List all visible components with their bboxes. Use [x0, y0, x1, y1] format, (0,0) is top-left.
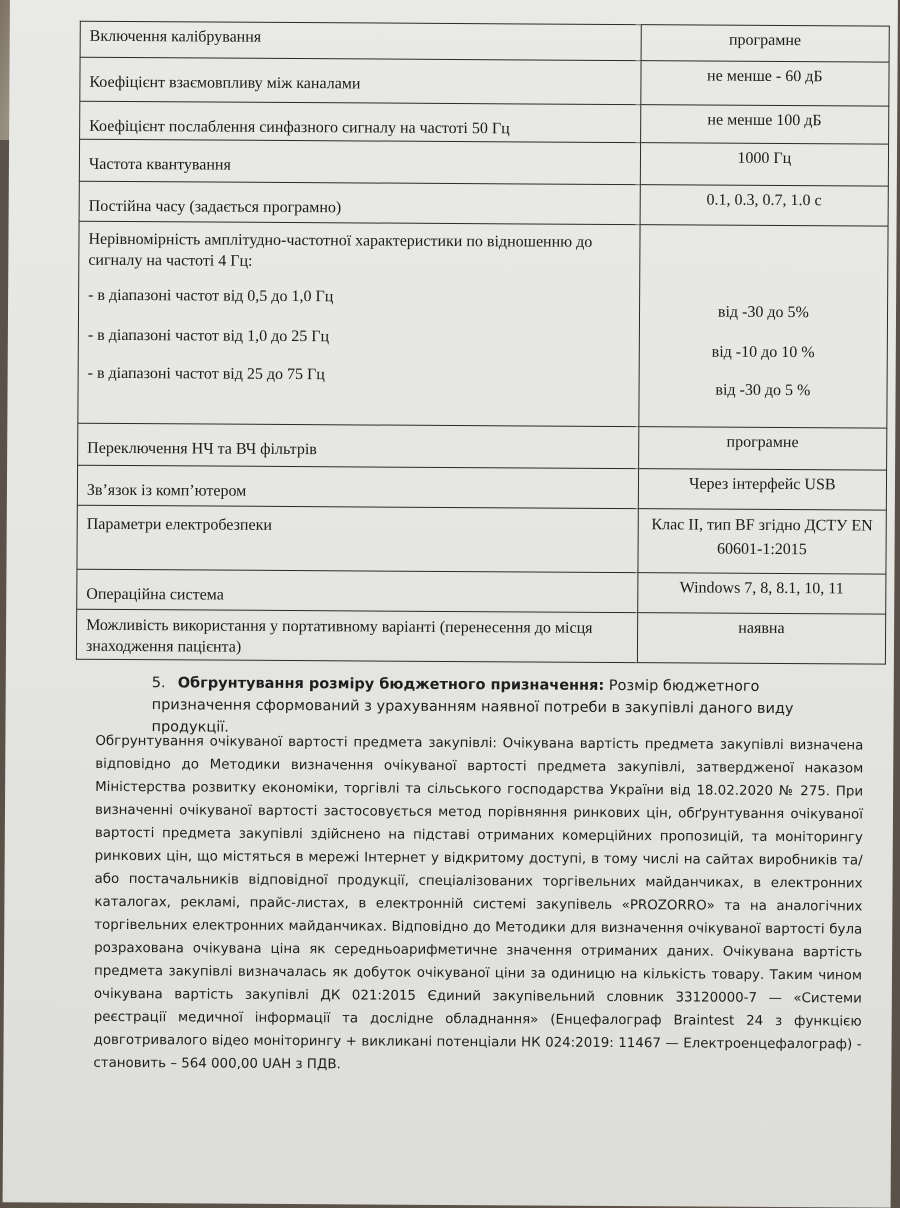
table-row — [77, 569, 886, 614]
table-row-frequency — [78, 221, 888, 428]
table-row — [80, 21, 889, 62]
cost-justification-paragraph: Обгрунтування очікуваної вартості предмета закупівлі: Очікувана вартість предмета закупівлі визначена відповідно до Методики визначення очікуваної вартості предмета закупівлі, затвердженої наказом Міністерства розвитку економіки, торгівлі та сільського господарства України від 18.02.2020 № 275. При визначенні очікуваної вартості застосовується метод порівняння ринкових цін, обґрунтування очікуваної вартості предмета закупівлі здійснено на підставі отриманих комерційних пропозицій, та моніторингу ринкових цін, що містяться в мережі Інтернет у відкритому доступі, в тому числі на сайтах виробників та/або постачальників відповідної продукції, спеціалізованих торгівельних майданчиках, в електронних каталогах, рекламі, прайс-листах, в електронній системі закупівель «PROZORRO» та на аналогічних торгівельних електронних майданчиках. Відповідно до Методики для визначення очікуваної вартості була розрахована очікувана ціна як середньоарифметичне значення отриманих даних. Очікувана вартість предмета закупівлі визначалась як добуток очікуваної ціни за одиницю на кількість товару. Таким чином очікувана вартість закупівлі ДК 021:2015 Єдиний закупівельний словник 33120000-7 — «Системи реєстрації медичної інформації та дослідне обладнання» (Енцефалограф Braintest 24 з функцією довготривалого відео моніторингу + викликані потенціали НК 024:2019: 11467 — Електроенцефалограф) - становить – 564 000,00 UAH з ПДВ. — [93, 733, 864, 1073]
value-cell: 0.1, 0.3, 0.7, 1.0 с — [640, 185, 889, 227]
value-cell: Windows 7, 8, 8.1, 10, 11 — [637, 573, 886, 615]
freq-val-3: від -30 до 5 % — [715, 381, 811, 400]
value-cell: 1000 Гц — [640, 143, 889, 187]
param-cell: Параметри електробезпеки — [77, 505, 638, 572]
spec-table — [76, 21, 890, 665]
value-cell — [639, 225, 889, 429]
table-row — [76, 609, 885, 664]
param-text: Постійна часу (задається програмно) — [88, 197, 342, 217]
table-row — [78, 423, 887, 470]
value-cell: Через інтерфейс USB — [638, 469, 887, 511]
freq-sub-2: - в діапазоні частот від 1,0 до 25 Гц — [87, 326, 330, 346]
value-cell: Клас II, тип BF згідно ДСТУ EN 60601-1:2015 — [638, 509, 887, 575]
param-cell — [78, 423, 639, 468]
table-row — [77, 465, 886, 510]
table-row — [80, 57, 889, 106]
param-text: Переключення НЧ та ВЧ фільтрів — [87, 439, 317, 459]
value-cell: програмне — [638, 427, 887, 471]
section-text: Розмір бюджетного призначення сформований з урахуванням наявної потреби в закупівлі даного виду продукції. — [151, 677, 794, 736]
document-page — [3, 0, 898, 1208]
param-text: Коефіцієнт послаблення синфазного сигналу на частоті 50 Гц — [89, 117, 510, 138]
table-row — [80, 101, 889, 144]
table-row — [77, 505, 886, 574]
param-cell: Включення калібрування — [80, 21, 641, 60]
param-cell — [78, 221, 640, 426]
value-cell: програмне — [641, 25, 890, 63]
table-row — [79, 139, 888, 186]
freq-sub-1: - в діапазоні частот від 0,5 до 1,0 Гц — [88, 286, 334, 306]
param-cell — [79, 181, 640, 224]
section-number: 5. — [151, 675, 166, 692]
param-text: Операційна система — [86, 585, 224, 604]
table-row — [79, 181, 888, 226]
param-text: Зв’язок із комп’ютером — [86, 481, 247, 500]
freq-title: Нерівномірність амплітудно-частотної характеристики по відношенню до сигналу на частоті 4 Гц: — [88, 230, 593, 270]
param-cell: Можливість використання у портативному варіанті (перенесення до місця знаходження пацієнта) — [76, 609, 637, 662]
freq-val-2: від -10 до 10 % — [711, 343, 815, 362]
param-cell — [79, 139, 640, 184]
freq-sub-3: - в діапазоні частот від 25 до 75 Гц — [87, 364, 325, 384]
param-text: Частота квантування — [88, 155, 231, 174]
param-cell — [77, 569, 638, 612]
param-cell — [80, 101, 641, 142]
param-cell — [77, 465, 638, 508]
value-cell: не менше 100 дБ — [640, 105, 889, 145]
value-cell: наявна — [637, 613, 886, 665]
freq-val-1: від -30 до 5% — [717, 303, 809, 322]
section-heading: Обгрунтування розміру бюджетного призначення: — [177, 675, 605, 694]
value-cell: не менше - 60 дБ — [640, 61, 889, 107]
param-text: Коефіцієнт взаємовпливу між каналами — [89, 73, 361, 93]
param-cell — [80, 57, 641, 104]
